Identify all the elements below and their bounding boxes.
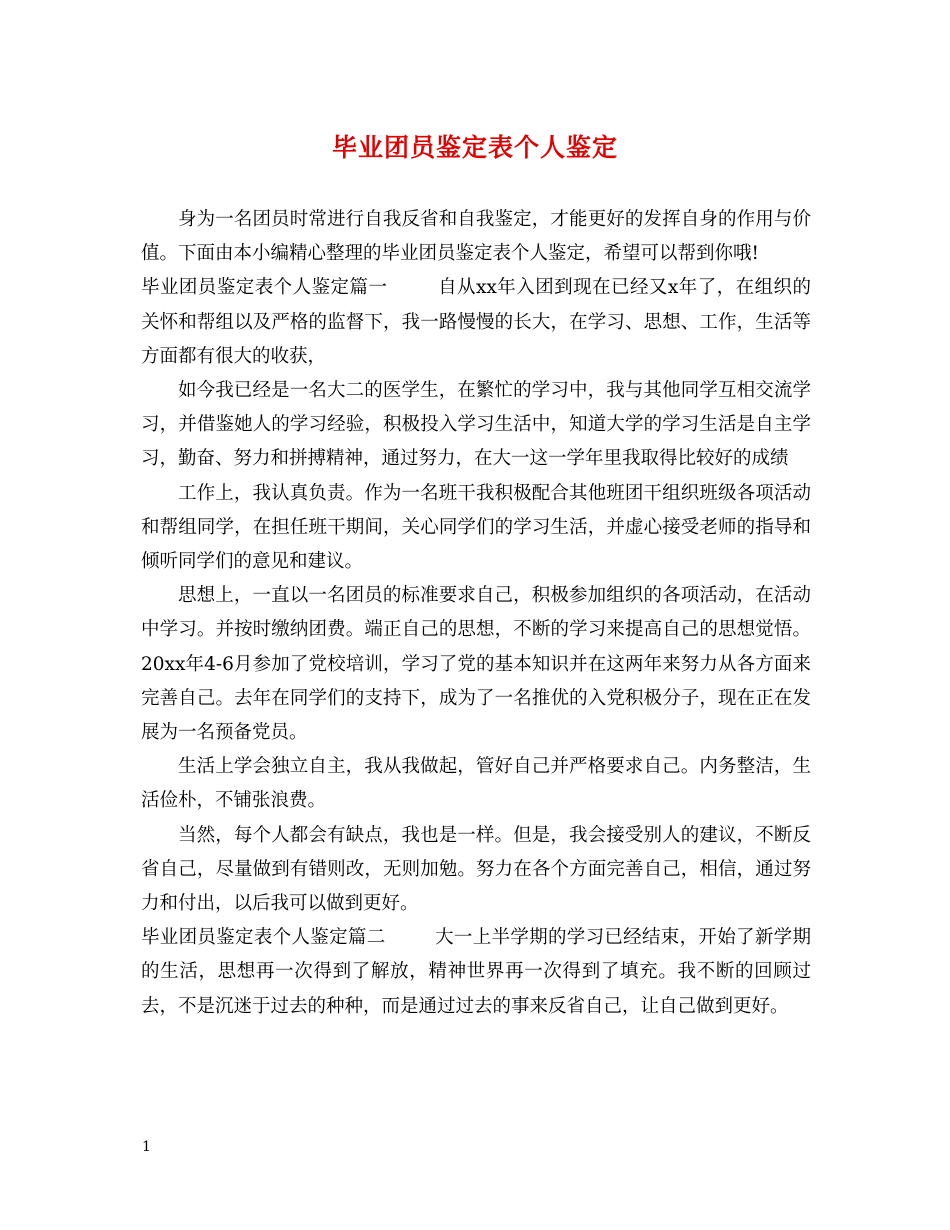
section2-lead: 大一上半学期的学习已经结束，开始了新学期的生活，思想再一次得到了解放，精神世界再一次得到了填充。我不断的回顾过去，不是沉迷于过去的种种，而是通过过去的事来反省自己，让自己做到更好。: [141, 927, 811, 1017]
work-paragraph: 工作上，我认真负责。作为一名班干我积极配合其他班团干组织班级各项活动和帮组同学，在担任班干期间，关心同学们的学习生活，并虚心接受老师的指导和倾听同学们的意见和建议。: [141, 482, 811, 573]
section1-gap: [387, 277, 438, 298]
thought-paragraph: 思想上，一直以一名团员的标准要求自己，积极参加组织的各项活动，在活动中学习。并按时缴纳团费。端正自己的思想，不断的学习来提高自己的思想觉悟。20xx年4-6月参加了党校培训，学习了党的基本知识并在这两年来努力从各方面来完善自己。去年在同学们的支持下，成为了一名推优的入党积极分子，现在正在发展为一名预备党员。: [141, 585, 811, 744]
section2-heading: 毕业团员鉴定表个人鉴定篇二: [141, 927, 386, 949]
study-paragraph: 如今我已经是一名大二的医学生，在繁忙的学习中，我与其他同学互相交流学习，并借鉴她人的学习经验，积极投入学习生活中，知道大学的学习生活是自主学习，勤奋、努力和拼搏精神，通过努力，在大一这一学年里我取得比较好的成绩: [141, 380, 811, 470]
intro-paragraph: 身为一名团员时常进行自我反省和自我鉴定，才能更好的发挥自身的作用与价值。下面由本小编精心整理的毕业团员鉴定表个人鉴定，希望可以帮到你哦!: [141, 209, 811, 265]
document-body: [141, 203, 811, 1024]
section1-paragraph: [141, 271, 811, 374]
page-number: 1: [142, 1139, 151, 1155]
shortcoming-paragraph: 当然，每个人都会有缺点，我也是一样。但是，我会接受别人的建议，不断反省自己，尽量做到有错则改，无则加勉。努力在各个方面完善自己，相信，通过努力和付出，以后我可以做到更好。: [141, 824, 811, 915]
section2-gap: [386, 927, 436, 948]
life-paragraph: 生活上学会独立自主，我从我做起，管好自己并严格要求自己。内务整洁，生活俭朴，不铺张浪费。: [141, 756, 811, 812]
section1-lead: 自从xx年入团到现在已经又x年了，在组织的关怀和帮组以及严格的监督下，我一路慢慢的长大，在学习、思想、工作，生活等方面都有很大的收获，: [141, 277, 811, 367]
section2-paragraph: [141, 921, 811, 1024]
section1-heading: 毕业团员鉴定表个人鉴定篇一: [141, 277, 388, 299]
document-title: 毕业团员鉴定表个人鉴定: [331, 133, 618, 162]
